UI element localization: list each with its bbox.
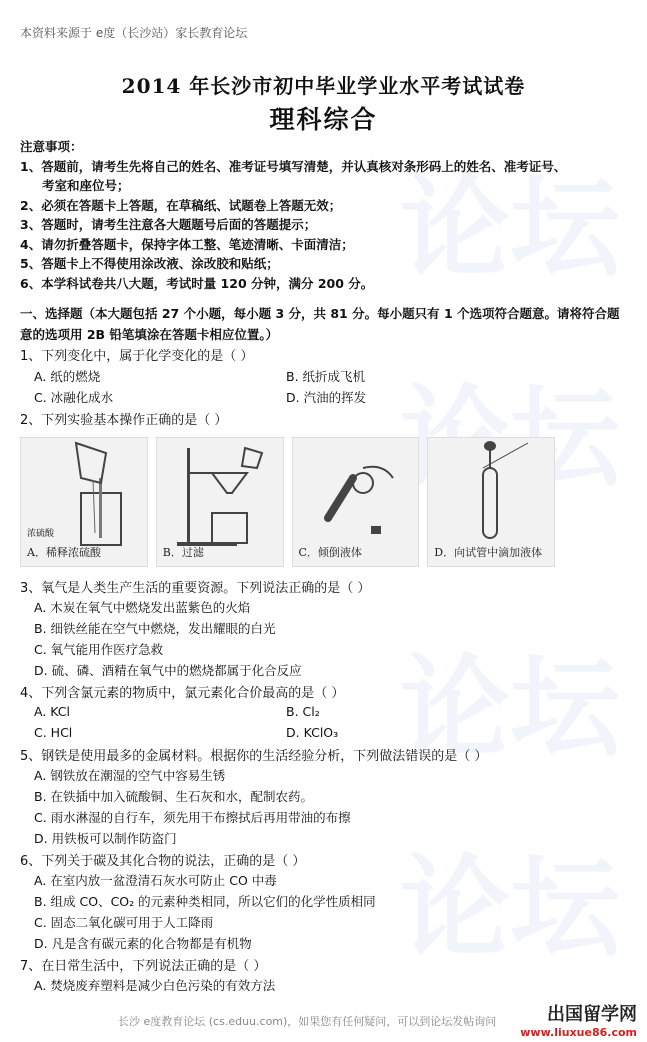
q2-caption-b: B．过滤 xyxy=(162,546,204,559)
question-3-stem: 3、氧气是人类生产生活的重要资源。下列说法正确的是（ ） xyxy=(20,581,371,596)
q2-figure-a-label: 浓硫酸 xyxy=(27,529,55,539)
exam-title: 2014 年长沙市初中毕业学业水平考试试卷 xyxy=(121,74,526,98)
logo-main: 出国留学网 xyxy=(547,1004,637,1025)
q3-option-b: B. 细铁丝能在空气中燃烧，发出耀眼的白光 xyxy=(34,621,276,636)
site-logo xyxy=(520,1000,637,1039)
watermark-text: 论坛 xyxy=(400,643,620,772)
q2-figure-a xyxy=(20,437,148,567)
q4-option-d: D. KClO₃ xyxy=(286,725,339,740)
notes-heading: 注意事项： xyxy=(20,139,83,154)
question-4-stem: 4、下列含氯元素的物质中，氯元素化合价最高的是（ ） xyxy=(20,686,345,701)
note-item: 4、请勿折叠答题卡，保持字体工整、笔迹清晰、卡面清洁； xyxy=(20,236,354,252)
q3-option-a: A. 木炭在氧气中燃烧发出蓝紫色的火焰 xyxy=(34,600,251,615)
q6-option-d: D. 凡是含有碳元素的化合物都是有机物 xyxy=(34,936,252,951)
note-item: 2、必须在答题卡上答题，在草稿纸、试题卷上答题无效； xyxy=(20,197,342,213)
q2-caption-a: A．稀释浓硫酸 xyxy=(27,546,101,559)
notes-block xyxy=(20,137,635,293)
q2-figure-d xyxy=(427,437,555,567)
q2-figure-c xyxy=(292,437,420,567)
logo-domain: www.liuxue86.com xyxy=(520,1026,637,1039)
q2-figure-b xyxy=(156,437,284,567)
q2-caption-d: D．向试管中滴加液体 xyxy=(434,546,543,559)
q5-option-c: C. 雨水淋湿的自行车，须先用干布擦拭后再用带油的布擦 xyxy=(34,810,351,825)
q4-option-b: B. Cl₂ xyxy=(286,704,320,719)
source-note: 本资料来源于 e度（长沙站）家长教育论坛 xyxy=(20,26,248,40)
question-5-stem: 5、钢铁是使用最多的金属材料。根据你的生活经验分析，下列做法错误的是（ ） xyxy=(20,749,488,764)
watermark-text: 论坛 xyxy=(400,843,620,972)
note-item: 考室和座位号； xyxy=(42,178,130,193)
q6-option-b: B. 组成 CO、CO₂ 的元素种类相同，所以它们的化学性质相同 xyxy=(34,894,376,909)
q6-option-a: A. 在室内放一盆澄清石灰水可防止 CO 中毒 xyxy=(34,873,277,888)
q6-option-c: C. 固态二氧化碳可用于人工降雨 xyxy=(34,915,214,930)
question-2-stem: 2、下列实验基本操作正确的是（ ） xyxy=(20,413,228,428)
q4-option-a: A. KCl xyxy=(34,704,70,719)
note-item: 3、答题时，请考生注意各大题题号后面的答题提示； xyxy=(20,217,317,232)
question-1-stem: 1、下列变化中，属于化学变化的是（ ） xyxy=(20,349,254,364)
q3-option-d: D. 硫、磷、酒精在氧气中的燃烧都属于化合反应 xyxy=(34,663,302,678)
section-heading: 一、选择题（本大题包括 27 个小题，每小题 3 分，共 81 分。每小题只有 1 个选项符合题意。请将符合题意的选项用 2B 铅笔填涂在答题卡相应位置。） xyxy=(20,306,620,342)
watermark-text: 论坛 xyxy=(400,163,620,292)
q2-caption-c: C．倾倒液体 xyxy=(298,546,362,559)
q1-option-b: B. 纸折成飞机 xyxy=(286,369,366,384)
q5-option-b: B. 在铁插中加入硫酸铜、生石灰和水，配制农药。 xyxy=(34,789,314,804)
q2-figure-row xyxy=(20,437,555,567)
q3-option-c: C. 氧气能用作医疗急救 xyxy=(34,642,164,657)
q1-option-d: D. 汽油的挥发 xyxy=(286,390,367,405)
question-6-stem: 6、下列关于碳及其化合物的说法，正确的是（ ） xyxy=(20,854,306,869)
footer-note: 长沙 e度教育论坛 (cs.eduu.com)，如果您有任何疑问，可以到论坛发帖询问 xyxy=(118,1015,497,1028)
q1-option-a: A. 纸的燃烧 xyxy=(34,369,101,384)
q7-option-a: A. 焚烧废弃塑料是减少白色污染的有效方法 xyxy=(34,978,276,993)
note-item: 1、答题前，请考生先将自己的姓名、准考证号填写清楚，并认真核对条形码上的姓名、准考证号、 xyxy=(20,158,567,174)
question-7-stem: 7、在日常生活中，下列说法正确的是（ ） xyxy=(20,959,267,974)
note-item: 6、本学科试卷共八大题，考试时量 120 分钟，满分 200 分。 xyxy=(20,275,374,291)
q1-option-c: C. 冰融化成水 xyxy=(34,390,114,405)
q5-option-d: D. 用铁板可以制作防盗门 xyxy=(34,831,177,846)
q4-option-c: C. HCl xyxy=(34,725,73,740)
exam-subtitle: 理科综合 xyxy=(269,105,378,134)
note-item: 5、答题卡上不得使用涂改液、涂改胶和贴纸； xyxy=(20,256,279,271)
q5-option-a: A. 钢铁放在潮湿的空气中容易生锈 xyxy=(34,768,226,783)
